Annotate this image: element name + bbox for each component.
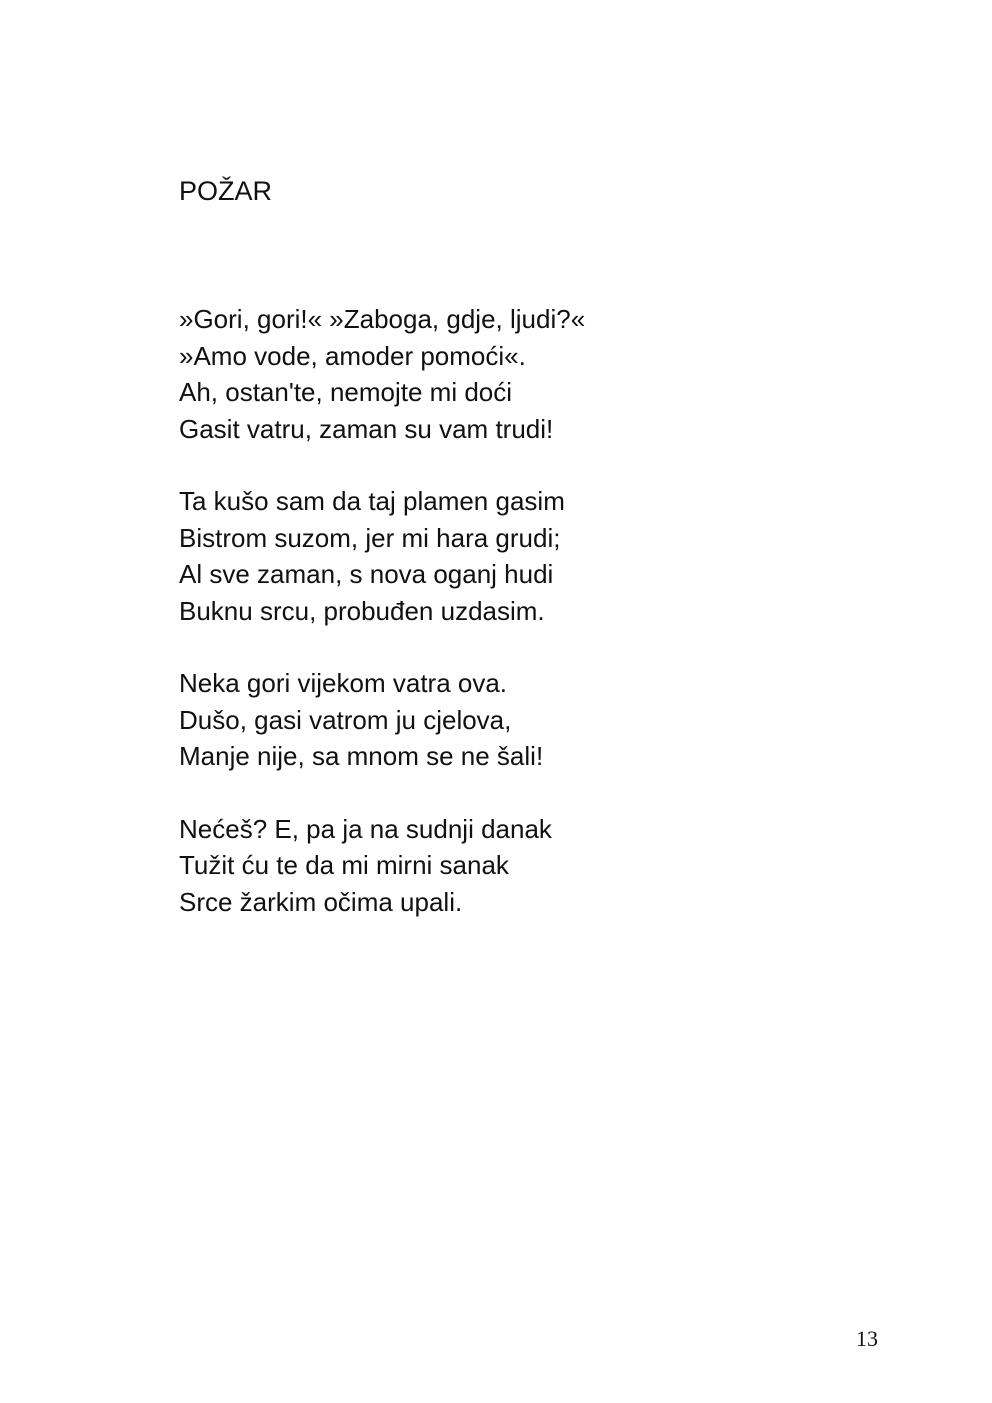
verse-line: Srce žarkim očima upali. xyxy=(179,886,463,917)
verse-line: Dušo, gasi vatrom ju cjelova, xyxy=(179,704,512,735)
verse-line: Ta kušo sam da taj plamen gasim xyxy=(179,486,565,516)
verse-line: Manje nije, sa mnom se ne šali! xyxy=(179,741,544,771)
verse-line: »Amo vode, amoder pomoći«. xyxy=(179,340,526,371)
verse-line: Ah, ostan'te, nemojte mi doći xyxy=(179,377,513,407)
page-number: 13 xyxy=(856,1326,878,1351)
stanza-3 xyxy=(179,665,799,775)
verse-line: Gasit vatru, zaman su vam trudi! xyxy=(179,413,554,444)
stanza-2 xyxy=(179,483,799,629)
stanza-4 xyxy=(179,811,799,921)
stanza-1 xyxy=(179,301,799,447)
poem xyxy=(179,172,799,956)
verse-line: Buknu srcu, probuđen uzdasim. xyxy=(179,595,545,626)
verse-line: Tužit ću te da mi mirni sanak xyxy=(179,850,509,880)
verse-line: Nećeš? E, pa ja na sudnji danak xyxy=(179,813,552,844)
verse-line: »Gori, gori!« »Zaboga, gdje, ljudi?« xyxy=(179,304,586,334)
verse-line: Neka gori vijekom vatra ova. xyxy=(179,668,508,698)
verse-line: Bistrom suzom, jer mi hara grudi; xyxy=(179,522,561,553)
poem-title: POŽAR xyxy=(179,176,273,206)
verse-line: Al sve zaman, s nova oganj hudi xyxy=(179,559,554,589)
